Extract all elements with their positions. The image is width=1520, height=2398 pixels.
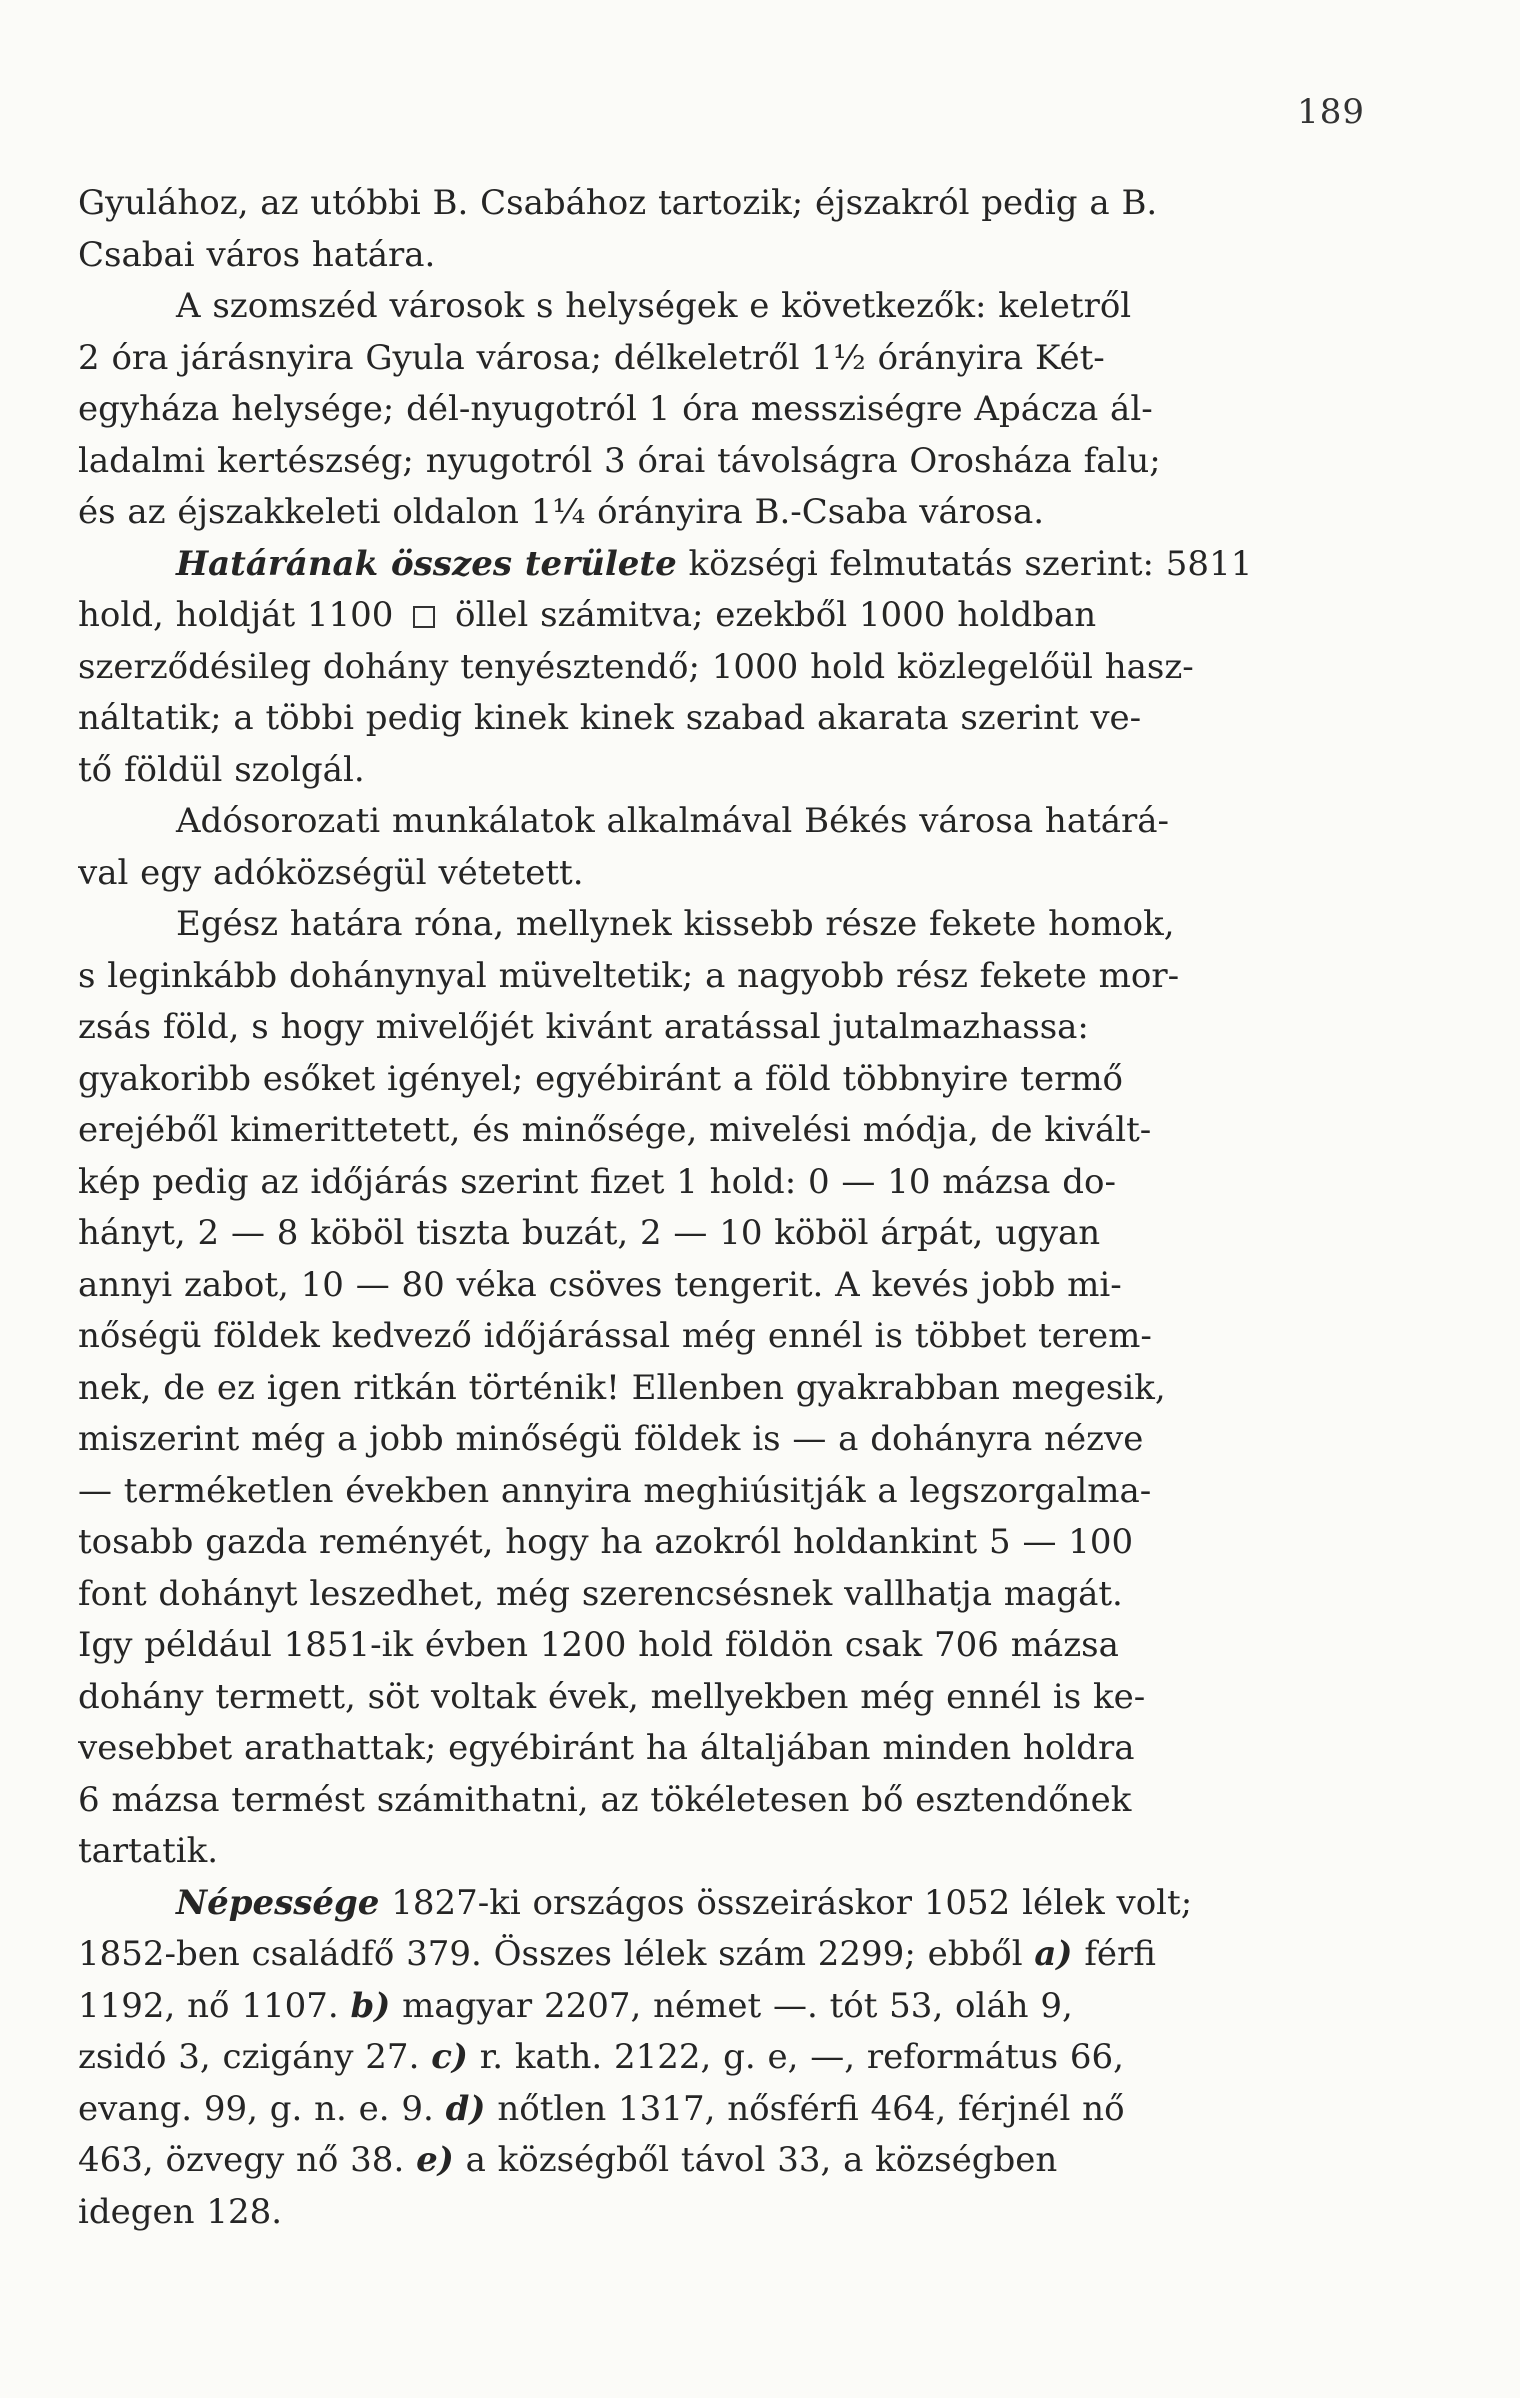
line-text: tő földül szolgál. [78,749,365,790]
line-text: férfi [1072,1934,1156,1974]
line-text: Egész határa róna, mellynek kissebb része fekete homok, [176,904,1175,944]
text-line [78,899,1363,951]
text-line [78,693,1363,745]
text-line [78,1672,1363,1724]
line-text: r. kath. 2122, g. e, —, református 66, [467,2037,1124,2077]
text-line [78,590,1363,642]
text-line [78,1002,1363,1054]
line-text: 1827-ki országos összeiráskor 1052 lélek volt; [379,1882,1193,1923]
line-text: Igy például 1851-ik évben 1200 hold földön csak 706 mázsa [78,1625,1119,1665]
text-line [78,642,1363,694]
line-text: öllel számitva; ezekből 1000 holdban [443,595,1097,635]
text-line [78,384,1363,436]
line-text: tosabb gazda reményét, hogy ha azokról holdankint 5 — 100 [78,1522,1134,1562]
text-line [78,1105,1363,1157]
text-line [78,1260,1363,1312]
line-text: vesebbet arathattak; egyébiránt ha általjában minden holdra [78,1728,1135,1768]
text-line [78,1981,1363,2033]
line-text: Adósorozati munkálatok alkalmával Békés városa határá- [176,801,1170,841]
text-line [78,1878,1363,1930]
text-line [78,1466,1363,1518]
italic-text: Határának összes területe [176,543,677,584]
text-line [78,1569,1363,1621]
line-text: hányt, 2 — 8 köböl tiszta buzát, 2 — 10 köböl árpát, ugyan [78,1213,1101,1253]
text-line [78,1723,1363,1775]
text-line [78,1054,1363,1106]
line-text: nőtlen 1317, nősférfi 464, férjnél nő [485,2088,1125,2129]
line-text: egyháza helysége; dél-nyugotról 1 óra messziségre Apácza ál- [78,389,1153,429]
line-text: szerződésileg dohány tenyésztendő; 1000 hold közlegelőül hasz- [78,646,1194,687]
line-text: 1192, nő 1107. [78,1985,351,2026]
text-line [78,333,1363,385]
line-text: és az éjszakkeleti oldalon 1¼ órányira B.-Csaba városa. [78,492,1045,532]
text-line [78,745,1363,797]
line-text: A szomszéd városok s helységek e következők: keletről [176,286,1132,326]
text-line [78,1157,1363,1209]
italic-text: Népessége [176,1882,380,1923]
line-text: a községből távol 33, a községben [453,2140,1058,2180]
body-text [78,178,1363,2238]
page-number: 189 [1297,92,1365,132]
line-text: Csabai város határa. [78,234,436,275]
text-line [78,951,1363,1003]
line-text: s leginkább dohánynyal müveltetik; a nagyobb rész fekete mor- [78,955,1180,996]
text-line [78,1363,1363,1415]
square-fathom-symbol [413,606,435,628]
text-line [78,1826,1363,1878]
line-text: evang. 99, g. n. e. 9. [78,2088,446,2129]
text-line [78,2187,1363,2239]
line-text: zsás föld, s hogy mivelőjét kivánt aratással jutalmazhassa: [78,1007,1089,1047]
line-text: 6 mázsa termést számithatni, az tökéletesen bő esztendőnek [78,1779,1132,1820]
line-text: 2 óra járásnyira Gyula városa; délkeletről 1½ órányira Két- [78,337,1105,378]
line-text: ladalmi kertészség; nyugotról 3 órai távolságra Orosháza falu; [78,440,1161,481]
text-line [78,178,1363,230]
text-line [78,539,1363,591]
text-line [78,1517,1363,1569]
line-text: nek, de ez igen ritkán történik! Ellenben gyakrabban megesik, [78,1367,1166,1408]
text-line [78,1414,1363,1466]
text-line [78,230,1363,282]
text-line [78,436,1363,488]
text-line [78,848,1363,900]
line-text: községi felmutatás szerint: 5811 [676,543,1253,584]
text-line [78,1929,1363,1981]
italic-text: b) [350,1985,391,2026]
text-line [78,2084,1363,2136]
italic-text: a) [1034,1934,1073,1974]
text-line [78,2135,1363,2187]
line-text: dohány termett, söt voltak évek, mellyekben még ennél is ke- [78,1676,1146,1717]
italic-text: d) [445,2088,486,2129]
line-text: Gyulához, az utóbbi B. Csabához tartozik; éjszakról pedig a B. [78,183,1158,223]
line-text: zsidó 3, czigány 27. [78,2037,432,2077]
line-text: miszerint még a jobb minőségü földek is — a dohányra nézve [78,1419,1144,1459]
text-line [78,1311,1363,1363]
line-text: font dohányt leszedhet, még szerencsésnek vallhatja magát. [78,1573,1123,1614]
text-line [78,281,1363,333]
italic-text: c) [431,2037,468,2077]
line-text: kép pedig az időjárás szerint fizet 1 hold: 0 — 10 mázsa do- [78,1161,1116,1202]
line-text: idegen 128. [78,2191,283,2232]
line-text: hold, holdját 1100 [78,595,406,635]
line-text: gyakoribb esőket igényel; egyébiránt a föld többnyire termő [78,1058,1124,1099]
line-text: 463, özvegy nő 38. [78,2140,417,2180]
line-text: — terméketlen években annyira meghiúsitják a legszorgalma- [78,1470,1152,1511]
line-text: tartatik. [78,1831,219,1871]
line-text: náltatik; a többi pedig kinek kinek szabad akarata szerint ve- [78,698,1142,738]
text-line [78,487,1363,539]
text-line [78,1208,1363,1260]
text-line [78,2032,1363,2084]
text-line [78,1775,1363,1827]
text-line [78,796,1363,848]
text-line [78,1620,1363,1672]
line-text: erejéből kimerittetett, és minősége, mivelési módja, de kivált- [78,1110,1152,1150]
line-text: val egy adóközségül vétetett. [78,852,584,893]
italic-text: e) [416,2140,454,2180]
line-text: nőségü földek kedvező időjárással még ennél is többet terem- [78,1316,1152,1356]
line-text: 1852-ben családfő 379. Összes lélek szám 2299; ebből [78,1934,1035,1974]
line-text: annyi zabot, 10 — 80 véka csöves tengerit. A kevés jobb mi- [78,1264,1122,1305]
line-text: magyar 2207, német —. tót 53, oláh 9, [390,1985,1073,2026]
